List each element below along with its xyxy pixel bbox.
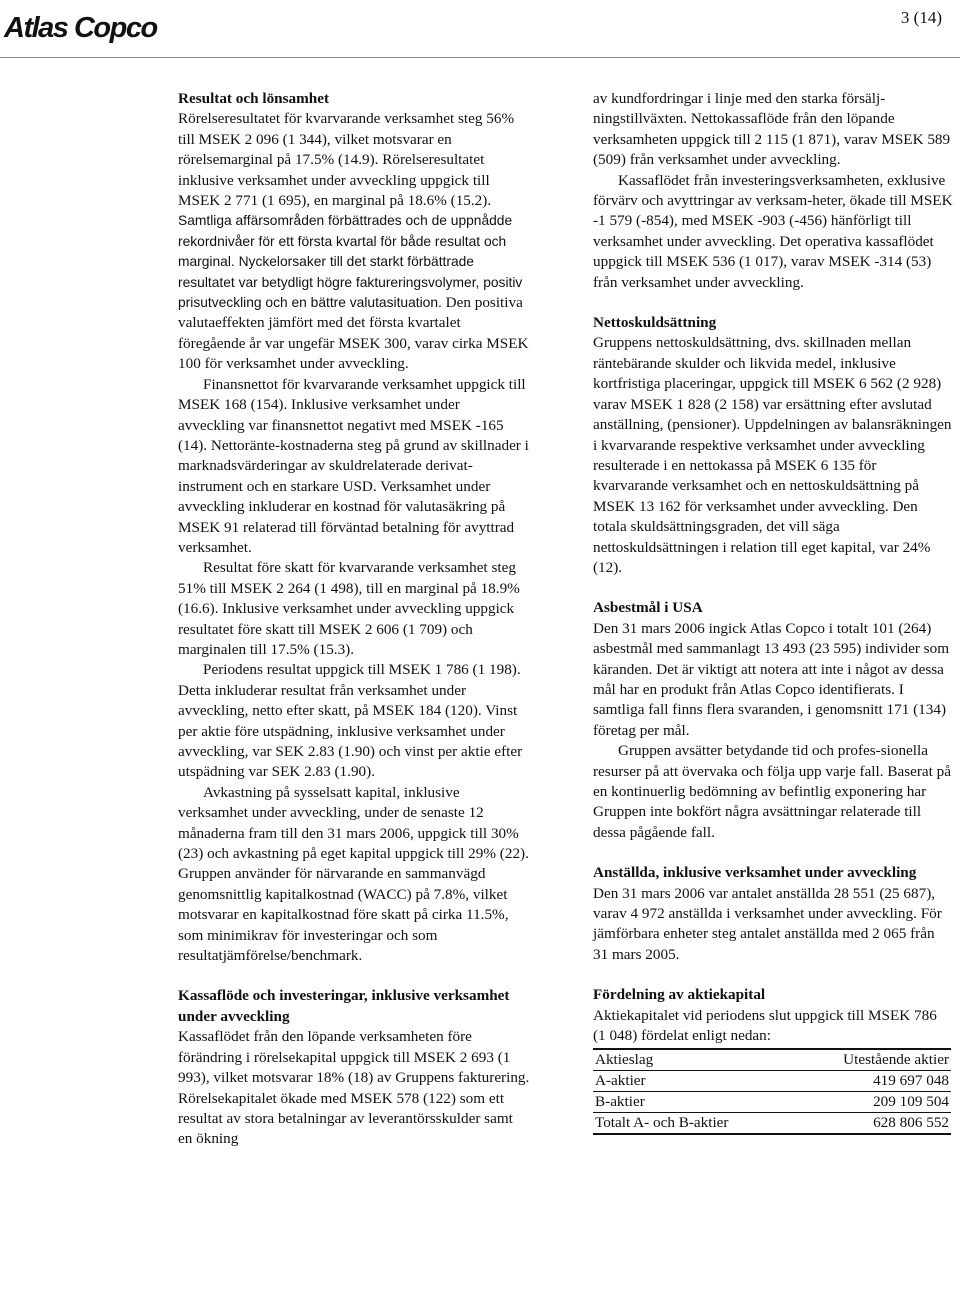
table-cell-value: 419 697 048 [792,1071,951,1092]
table-cell-value: 209 109 504 [792,1092,951,1113]
table-row [593,1071,951,1092]
heading-aktiekapital: Fördelning av aktiekapital [593,986,766,1004]
page-number: 3 (14) [900,8,942,27]
paragraph-rorelseresultat [178,109,530,374]
heading-kassaflode: Kassaflöde och investeringar, inklusive verksamhet under avveckling [178,987,510,1025]
paragraph-investeringar: Kassaflödet från investeringsverksamheten, exklusive förvärv och avyttringar av verksam-heter, ökade till MSEK -1 579 (-854), med MSEK -903 (-456) hänförligt till verksamhet under avveckling. Det operativa kassaflödet uppgick till MSEK 536 (1 017), varav MSEK -314 (53) från verksamhet under avveckling. [593,171,953,291]
table-header-aktieslag: Aktieslag [593,1049,792,1071]
right-column [593,89,953,1135]
share-capital-table [593,1048,951,1135]
heading-anstallda: Anställda, inklusive verksamhet under avveckling [593,864,917,882]
heading-nettoskuldsattning: Nettoskuldsättning [593,314,717,332]
paragraph-gruppen-avsatter: Gruppen avsätter betydande tid och profes-sionella resurser på att övervaka och följa upp varje fall. Baserat på en kontinuerlig bedömning av befintlig exponering har Gruppen inte bokfört några avsättningar relaterade till dessa pågående fall. [593,742,952,841]
heading-asbestmal: Asbestmål i USA [593,599,703,617]
table-header-utestaende: Utestående aktier [792,1049,951,1071]
left-column [178,89,530,1150]
paragraph-avkastning: Avkastning på sysselsatt kapital, inklusive verksamhet under avveckling, under de senaste 12 månaderna fram till den 31 mars 2006, uppgick till 30% (23) och avkastning på eget kapital uppgick till 29% (22). Gruppen använder för närvarande en sammanvägd genomsnittlig kapitalkostnad (WACC) på 7.8%, vilket motsvarar en kapitalkostnad före skatt på cirka 11.5%, som minimikrav för investeringar och som resultatjämförelse/benchmark. [178,783,529,965]
table-total-label: Totalt A- och B-aktier [593,1113,792,1135]
paragraph-anstallda: Den 31 mars 2006 var antalet anställda 28 551 (25 687), varav 4 972 anställda i verksamhet under avveckling. För jämförbara enheter steg antalet anställda med 2 065 från 31 mars 2005. [593,884,942,963]
table-cell-label: A-aktier [593,1071,792,1092]
paragraph-finansnetto: Finansnettot för kvarvarande verksamhet uppgick till MSEK 168 (154). Inklusive verksamhet under avveckling var finansnettot negativt med MSEK -165 (14). Nettoränte-kostnaderna steg på grund av skillnader i marknadsvärderingar av skuldrelaterade derivat-instrument och en starkare USD. Verksamhet under avveckling inkluderar en kostnad för valutasäkring på MSEK 91 relaterad till förväntad betalning för avyttrad verksamhet. [178,375,529,556]
table-total-value: 628 806 552 [792,1113,951,1135]
paragraph-periodens-resultat: Periodens resultat uppgick till MSEK 1 786 (1 198). Detta inkluderar resultat från verksamhet under avveckling, netto efter skatt, på MSEK 184 (120). Vinst per aktie före utspädning, inklusive verksamhet under avveckling, var SEK 2.83 (1.90) och vinst per aktie efter utspädning var SEK 2.83 (1.90). [178,661,523,781]
header-divider [0,57,960,58]
table-cell-label: B-aktier [593,1092,792,1113]
heading-resultat: Resultat och lönsamhet [178,90,330,107]
table-header-row [593,1049,951,1071]
paragraph-resultat-fore-skatt: Resultat före skatt för kvarvarande verksamhet steg 51% till MSEK 2 264 (1 498), till en marginal på 18.9% (16.6). Inklusive verksamhet under avveckling uppgick resultatet före skatt till MSEK 2 606 (1 709) och marginalen till 17.5% (15.3). [178,559,520,658]
text-affarsomraden: Samtliga affärsområden förbättrades och de uppnådde rekordnivåer för ett första kvartal för både resultat och marginal. Nyckelorsaker till det starkt förbättrade resultatet var betydligt högre faktureringsvolymer, positiv prisutveckling och en bättre valutasituation. [178,213,523,311]
paragraph-nettoskuldsattning: Gruppens nettoskuldsättning, dvs. skillnaden mellan räntebärande skulder och likvida medel, inklusive kortfristiga placeringar, uppgick till MSEK 6 562 (2 928) varav MSEK 1 828 (2 158) var ersättning efter avslutad anställning, (pensioner). Uppdelningen av balansräkningen i kvarvarande respektive verksamhet under avveckling resulterade i en nettokassa på MSEK 6 135 för kvarvarande verksamhet och en nettoskuldsättning på MSEK 13 162 för verksamhet under avveckling. Den totala skuldsättningsgraden, det vill säga nettoskuldsättningen i relation till eget kapital, var 24% (12). [593,334,952,576]
paragraph-kassaflode: Kassaflödet från den löpande verksamheten före förändring i rörelsekapital uppgick till MSEK 2 693 (1 993), vilket motsvarar 18% (18) av Gruppens fakturering. Rörelsekapitalet ökade med MSEK 578 (122) som ett resultat av stora betalningar av leverantörsskulder samt en ökning [178,1028,530,1148]
paragraph-aktiekapital: Aktiekapitalet vid periodens slut uppgick till MSEK 786 (1 048) fördelat enligt nedan: [593,1006,937,1045]
text-rorelseresultat: Rörelseresultatet för kvarvarande verksamhet steg 56% till MSEK 2 096 (1 344), vilket motsvarar en rörelsemarginal på 17.5% (14.9). Rörelseresultatet inklusive verksamhet under avveckling uppgick till MSEK 2 771 (1 695), en marginal på 18.6% (15.2). [178,110,515,210]
text-valutaeffekt: Den positiva valutaeffekten jämfört med det första kvartalet föregående år var ungefär MSEK 300, varav cirka MSEK 100 för verksamhet under avveckling. [178,294,529,373]
atlas-copco-logo: Atlas Copco [4,12,157,44]
paragraph-kassaflode-cont: av kundfordringar i linje med den starka försälj-ningstillväxten. Nettokassaflöde från den löpande verksamheten uppgick till 2 115 (1 871), varav MSEK 589 (509) från verksamhet under avveckling. [593,90,951,169]
table-total-row [593,1113,951,1135]
paragraph-asbestmal: Den 31 mars 2006 ingick Atlas Copco i totalt 101 (264) asbestmål med sammanlagt 13 493 (23 595) individer som käranden. Det är viktigt att notera att inte i något av dessa mål har en produkt från Atlas Copco identifierats. I samtliga fall finns flera svaranden, i genomsnitt 171 (134) företag per mål. [593,619,950,739]
table-row [593,1092,951,1113]
